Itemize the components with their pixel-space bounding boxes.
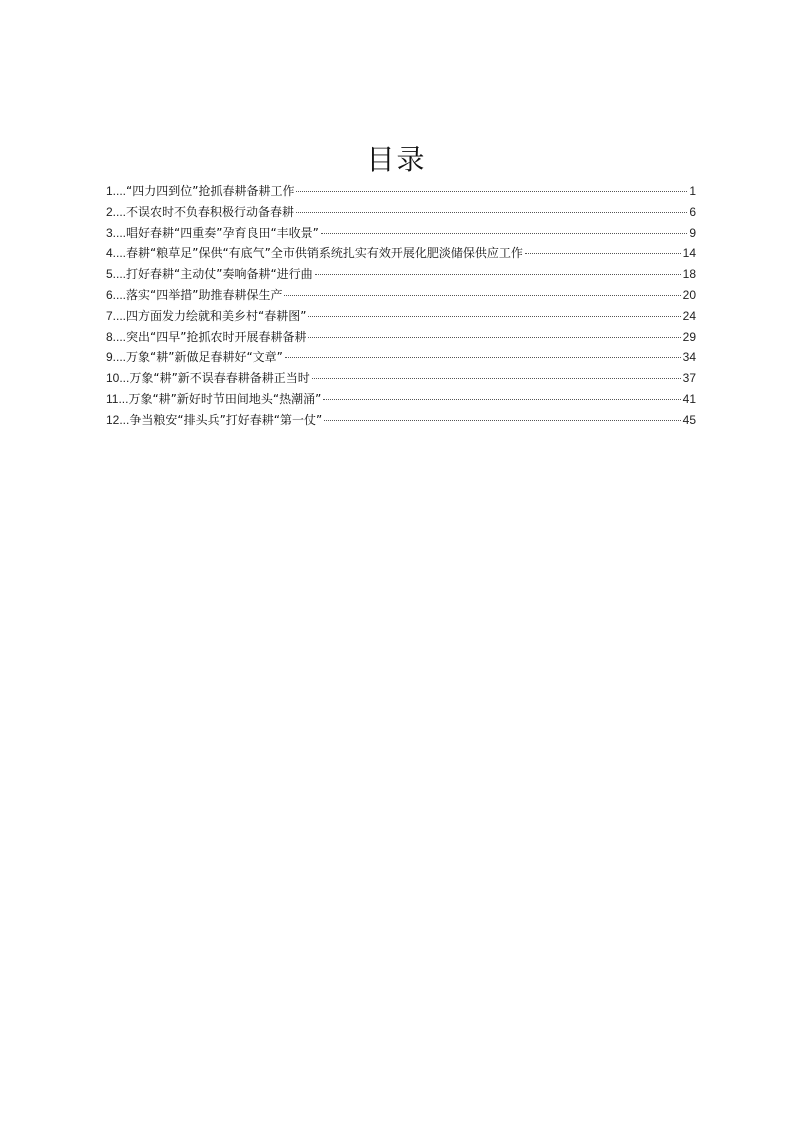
toc-entry-number: 4....: [106, 246, 127, 261]
toc-entry-number: 8....: [106, 329, 127, 344]
toc-entry-title: 唱好春耕“四重奏”孕育良田“丰收景”: [126, 225, 319, 240]
toc-entry-title: 万象“耕”新好时节田间地头“热潮涌”: [128, 391, 322, 406]
toc-entry-page: 9: [689, 225, 696, 240]
toc-entry-12[interactable]: [106, 410, 696, 431]
toc-entry-title: 四方面发力绘就和美乡村“春耕图”: [126, 308, 307, 323]
toc-entry-number: 10...: [106, 371, 130, 386]
toc-entry-title: 落实“四举措”助推春耕保生产: [126, 287, 283, 302]
dot-leader: [284, 295, 680, 296]
toc-entry-page: 18: [682, 267, 696, 282]
toc-entry-number: 1....: [106, 184, 127, 198]
dot-leader: [296, 212, 687, 213]
dot-leader: [312, 378, 681, 379]
toc-entry-2[interactable]: [106, 202, 696, 223]
toc-entry-number: 3....: [106, 225, 127, 240]
toc-entry-page: 20: [682, 287, 696, 302]
toc-entry-6[interactable]: [106, 285, 696, 306]
toc-entry-page: 6: [689, 204, 696, 219]
dot-leader: [285, 357, 681, 358]
toc-entry-7[interactable]: [106, 306, 696, 327]
toc-entry-number: 12...: [106, 412, 130, 427]
dot-leader: [296, 191, 687, 192]
toc-entry-3[interactable]: [106, 223, 696, 244]
toc-entry-page: 41: [682, 391, 696, 406]
toc-entry-8[interactable]: [106, 327, 696, 348]
toc-entry-page: 29: [682, 329, 696, 344]
toc-entry-5[interactable]: [106, 264, 696, 285]
toc-entry-1[interactable]: [106, 181, 696, 202]
dot-leader: [308, 316, 680, 317]
toc-entry-page: 37: [682, 371, 696, 386]
toc-entry-page: 45: [682, 412, 696, 427]
toc-entry-number: 6....: [106, 287, 127, 302]
toc-entry-title: 打好春耕“主动仗”奏响备耕“进行曲: [126, 267, 313, 282]
toc-entry-title: “四力四到位”抢抓春耕备耕工作: [126, 184, 295, 198]
toc-entry-9[interactable]: [106, 347, 696, 368]
toc-entry-title: 春耕“粮草足”保供“有底气”全市供销系统扎实有效开展化肥淡储保供应工作: [126, 246, 523, 261]
toc-entry-page: 34: [682, 350, 696, 365]
dot-leader: [308, 337, 680, 338]
toc-entry-number: 9....: [106, 350, 127, 365]
toc-entry-page: 24: [682, 308, 696, 323]
toc-list: [106, 181, 696, 431]
toc-entry-title: 不误农时不负春积极行动备春耕: [126, 204, 295, 219]
toc-entry-number: 7....: [106, 308, 127, 323]
dot-leader: [324, 420, 680, 421]
toc-entry-number: 11...: [106, 391, 129, 406]
toc-entry-title: 突出“四早”抢抓农时开展春耕备耕: [126, 329, 307, 344]
toc-entry-11[interactable]: [106, 389, 696, 410]
toc-entry-4[interactable]: [106, 243, 696, 264]
toc-title: 目录: [366, 143, 427, 176]
dot-leader: [321, 233, 687, 234]
dot-leader: [323, 399, 680, 400]
toc-entry-10[interactable]: [106, 368, 696, 389]
toc-entry-title: 万象“耕”新不误春春耕备耕正当时: [129, 371, 310, 386]
toc-entry-page: 1: [689, 184, 696, 198]
dot-leader: [525, 253, 681, 254]
toc-entry-title: 争当粮安“排头兵”打好春耕“第一仗”: [129, 412, 323, 427]
toc-entry-number: 2....: [106, 204, 127, 219]
toc-entry-number: 5....: [106, 267, 127, 282]
toc-entry-title: 万象“耕”新做足春耕好“文章”: [126, 350, 283, 365]
dot-leader: [315, 274, 681, 275]
toc-entry-page: 14: [682, 246, 696, 261]
